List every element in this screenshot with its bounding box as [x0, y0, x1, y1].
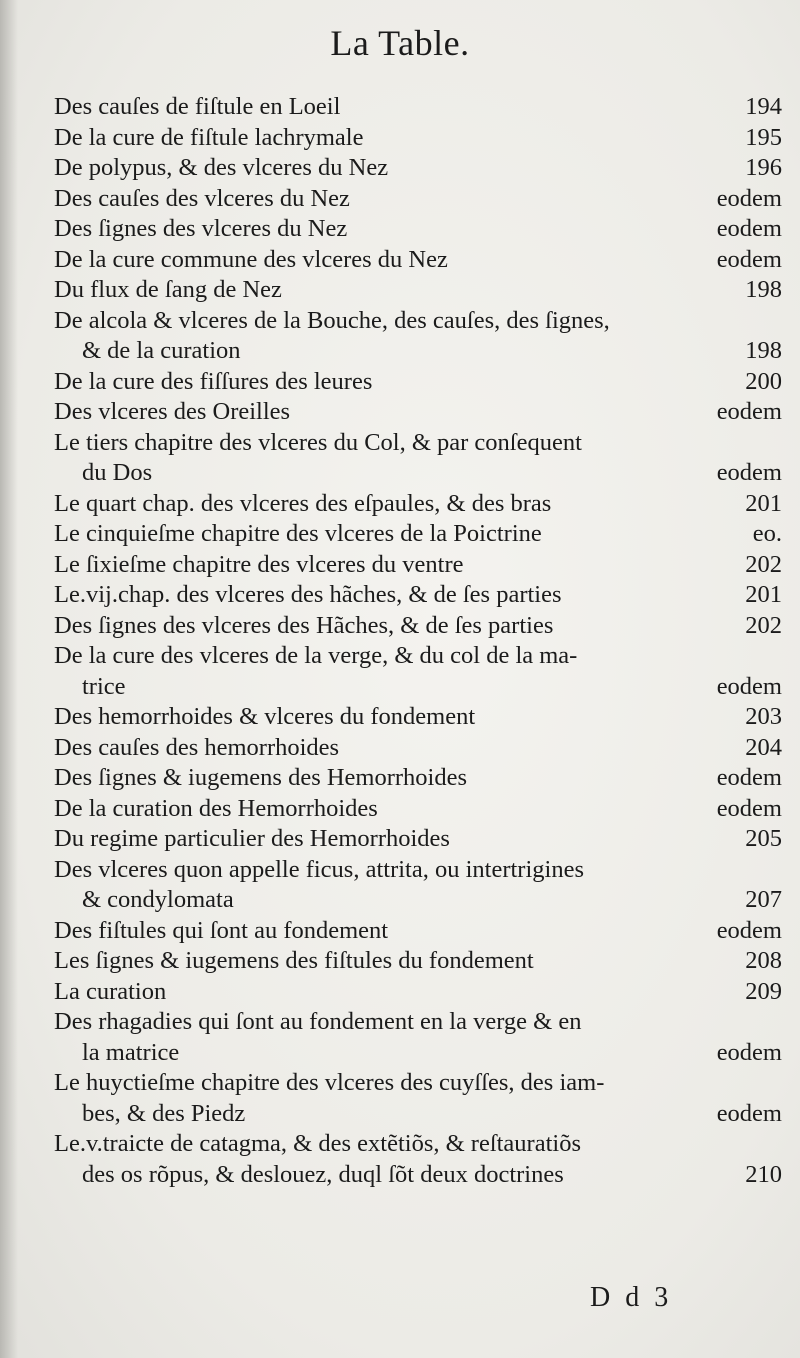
toc-entry-title: Des vlceres des Oreilles — [54, 398, 291, 425]
toc-entry-page: 194 — [745, 93, 782, 120]
toc-entry — [54, 1099, 782, 1130]
toc-entry-page: eodem — [716, 764, 782, 791]
toc-entry — [54, 519, 782, 550]
toc-entry — [54, 672, 782, 703]
toc-entry-title: Le.v.traicte de catagma, & des extẽtiõs, & reſtauratiõs — [54, 1130, 581, 1157]
toc-entry-page: 210 — [745, 1160, 782, 1188]
toc-entry — [54, 885, 782, 916]
toc-entry-page: 202 — [745, 611, 782, 639]
toc-entry-page: 195 — [745, 123, 782, 151]
toc-entry — [54, 489, 782, 520]
toc-entry-title: Des hemorrhoides & vlceres du fondement — [54, 703, 476, 730]
toc-entry-page: 196 — [745, 154, 782, 181]
toc-entry-page: eodem — [716, 1038, 782, 1066]
toc-entry — [54, 92, 782, 123]
toc-entry — [54, 1160, 782, 1191]
toc-entry-title: Le quart chap. des vlceres des eſpaules, & des bras — [54, 489, 552, 517]
toc-entry-page: eodem — [716, 1099, 782, 1127]
toc-entry-page: eodem — [716, 245, 782, 273]
table-of-contents — [54, 92, 782, 1190]
toc-entry-title: Le ſixieſme chapitre des vlceres du ventre — [54, 550, 464, 578]
toc-entry-title: la matrice — [82, 1038, 180, 1066]
toc-entry-page: eo. — [752, 520, 782, 547]
toc-entry-title: du Dos — [82, 459, 153, 486]
toc-entry-page: 204 — [745, 733, 782, 761]
toc-entry-title: Le huyctieſme chapitre des vlceres des cuyſſes, des iam- — [54, 1069, 605, 1096]
toc-entry-title: De la curation des Hemorrhoides — [54, 794, 378, 822]
toc-entry — [54, 1038, 782, 1069]
toc-entry-title: De la cure des fiſſures des leures — [54, 367, 373, 395]
toc-entry-title: De la cure commune des vlceres du Nez — [54, 245, 448, 273]
toc-entry-page: eodem — [716, 184, 782, 212]
toc-entry — [54, 336, 782, 367]
toc-entry-title: Le cinquieſme chapitre des vlceres de la Poictrine — [54, 520, 542, 547]
toc-entry-title: De alcola & vlceres de la Bouche, des cauſes, des ſignes, — [54, 306, 610, 334]
toc-entry-page: 200 — [745, 367, 782, 395]
toc-entry — [54, 306, 782, 337]
toc-entry-title: La curation — [54, 977, 167, 1005]
toc-entry-title: trice — [82, 672, 126, 700]
toc-entry-title: Le tiers chapitre des vlceres du Col, & par conſequent — [54, 428, 582, 456]
toc-entry — [54, 153, 782, 184]
toc-entry — [54, 214, 782, 245]
toc-entry — [54, 245, 782, 276]
toc-entry-title: Des cauſes des vlceres du Nez — [54, 184, 350, 212]
toc-entry — [54, 763, 782, 794]
toc-entry — [54, 184, 782, 215]
toc-entry-title: De la cure de fiſtule lachrymale — [54, 123, 364, 151]
toc-entry-title: Des cauſes de fiſtule en Loeil — [54, 93, 341, 120]
toc-entry-page: eodem — [716, 916, 782, 944]
toc-entry-page: 198 — [745, 337, 782, 364]
toc-entry-title: Les ſignes & iugemens des fiſtules du fondement — [54, 947, 534, 974]
toc-entry — [54, 458, 782, 489]
toc-entry-title: Des vlceres quon appelle ficus, attrita, ou intertrigines — [54, 855, 584, 883]
toc-entry-title: De la cure des vlceres de la verge, & du col de la ma- — [54, 642, 578, 669]
toc-entry-title: Des ſignes & iugemens des Hemorrhoides — [54, 764, 468, 791]
toc-entry-title: & condylomata — [82, 886, 234, 913]
toc-entry — [54, 733, 782, 764]
toc-entry — [54, 611, 782, 642]
toc-entry — [54, 946, 782, 977]
toc-entry-page: 205 — [745, 825, 782, 852]
toc-entry-page: 201 — [745, 581, 782, 608]
toc-entry — [54, 1068, 782, 1099]
toc-entry-title: Des ſignes des vlceres du Nez — [54, 215, 348, 242]
page-gutter-shadow — [0, 0, 18, 1358]
toc-entry-title: Des cauſes des hemorrhoides — [54, 733, 340, 761]
signature-mark: D d 3 — [590, 1282, 673, 1313]
toc-entry — [54, 275, 782, 306]
toc-entry — [54, 123, 782, 154]
toc-entry-title: Des rhagadies qui ſont au fondement en la verge & en — [54, 1008, 582, 1035]
page-title: La Table. — [330, 23, 470, 63]
toc-entry — [54, 641, 782, 672]
toc-entry — [54, 824, 782, 855]
toc-entry — [54, 855, 782, 886]
toc-entry — [54, 702, 782, 733]
toc-entry-page: 201 — [745, 489, 782, 517]
toc-entry — [54, 977, 782, 1008]
toc-entry-page: eodem — [716, 794, 782, 822]
toc-entry-title: Le.vij.chap. des vlceres des hãches, & de ſes parties — [54, 581, 562, 608]
toc-entry-page: eodem — [716, 215, 782, 242]
toc-entry — [54, 428, 782, 459]
toc-entry-title: Des ſignes des vlceres des Hãches, & de ſes parties — [54, 611, 554, 639]
toc-entry-title: De polypus, & des vlceres du Nez — [54, 154, 389, 181]
toc-entry-page: 208 — [745, 947, 782, 974]
toc-entry — [54, 1129, 782, 1160]
toc-entry — [54, 794, 782, 825]
toc-entry — [54, 550, 782, 581]
toc-entry-page: eodem — [716, 672, 782, 700]
toc-entry — [54, 580, 782, 611]
toc-entry-page: 203 — [745, 703, 782, 730]
toc-entry — [54, 916, 782, 947]
toc-entry-page: 209 — [745, 977, 782, 1005]
toc-entry-title: Du flux de ſang de Nez — [54, 276, 282, 303]
toc-entry — [54, 367, 782, 398]
toc-entry-title: & de la curation — [82, 337, 241, 364]
toc-entry-page: 207 — [745, 886, 782, 913]
toc-entry — [54, 1007, 782, 1038]
toc-entry-title: Du regime particulier des Hemorrhoides — [54, 825, 450, 852]
toc-entry-page: 198 — [745, 276, 782, 303]
toc-entry-page: 202 — [745, 550, 782, 578]
toc-entry-title: Des fiſtules qui ſont au fondement — [54, 916, 389, 944]
toc-entry-page: eodem — [716, 459, 782, 486]
toc-entry-page: eodem — [716, 398, 782, 425]
toc-entry — [54, 397, 782, 428]
toc-entry-title: bes, & des Piedz — [82, 1099, 246, 1127]
toc-entry-title: des os rõpus, & deslouez, duql ſõt deux doctrines — [82, 1160, 564, 1188]
